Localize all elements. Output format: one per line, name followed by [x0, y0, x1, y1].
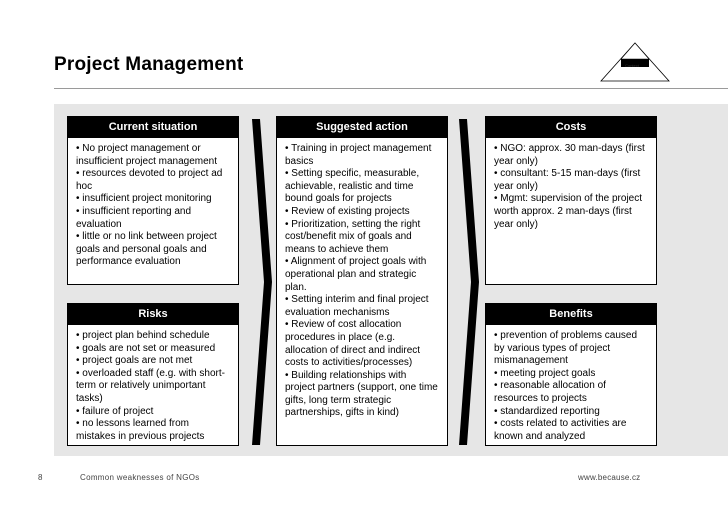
logo-label: Context: [625, 63, 639, 68]
current-situation-heading: Current situation: [68, 117, 238, 138]
page-number: 8: [38, 473, 43, 482]
benefits-box: [485, 303, 657, 446]
list-item: • Training in project management basics: [285, 143, 432, 167]
list-item: • costs related to activities are known and analyzed: [494, 418, 627, 442]
list-item: • goals are not set or measured: [76, 342, 216, 354]
costs-heading: Costs: [486, 117, 656, 138]
list-item: • Building relationships with project partners (support, one time gifts, long term strategic partnerships, gifts in kind): [285, 369, 438, 419]
footer-url: www.because.cz: [578, 473, 641, 482]
list-item: • standardized reporting: [494, 405, 600, 417]
list-item: • NGO: approx. 30 man-days (first year only): [494, 143, 645, 167]
list-item: • insufficient project monitoring: [76, 193, 212, 205]
pyramid-logo-icon: [600, 42, 670, 82]
arrow-right-icon: [252, 119, 272, 445]
list-item: • Prioritization, setting the right cost/benefit mix of goals and means to achieve them: [285, 218, 421, 255]
list-item: • Alignment of project goals with operational plan and strategic plan.: [285, 256, 427, 293]
suggested-action-heading: Suggested action: [277, 117, 447, 138]
costs-list: [486, 138, 656, 231]
title-divider: [54, 88, 728, 89]
list-item: • project goals are not met: [76, 355, 193, 367]
list-item: • failure of project: [76, 405, 154, 417]
benefits-heading: Benefits: [486, 304, 656, 325]
list-item: • No project management or insufficient project management: [76, 143, 218, 167]
risks-heading: Risks: [68, 304, 238, 325]
footer-section-title: Common weaknesses of NGOs: [80, 473, 200, 482]
risks-list: [68, 325, 238, 443]
list-item: • Mgmt: supervision of the project worth approx. 2 man-days (first year only): [494, 193, 643, 230]
arrow-right-icon: [459, 119, 479, 445]
list-item: • overloaded staff (e.g. with short-term or relatively unimportant tasks): [76, 367, 225, 404]
benefits-list: [486, 325, 656, 443]
list-item: • insufficient reporting and evaluation: [76, 205, 192, 230]
current-situation-list: [68, 138, 238, 269]
list-item: • resources devoted to project ad hoc: [76, 168, 223, 192]
list-item: • Review of existing projects: [285, 205, 410, 217]
list-item: • meeting project goals: [494, 367, 596, 379]
list-item: • little or no link between project goals and personal goals and performance evaluation: [76, 231, 217, 268]
list-item: • consultant: 5-15 man-days (first year only): [494, 168, 641, 192]
suggested-action-list: [277, 138, 447, 420]
list-item: • Setting interim and final project evaluation mechanisms: [285, 294, 429, 318]
list-item: • no lessons learned from mistakes in previous projects: [76, 418, 205, 442]
list-item: • prevention of problems caused by various types of project mismanagement: [494, 330, 638, 367]
suggested-action-box: [276, 116, 448, 446]
current-situation-box: [67, 116, 239, 285]
list-item: • Setting specific, measurable, achievable, realistic and time bound goals for projects: [285, 168, 420, 205]
list-item: • reasonable allocation of resources to projects: [494, 380, 606, 404]
costs-box: [485, 116, 657, 285]
page-title: Project Management: [54, 54, 244, 75]
list-item: • project plan behind schedule: [76, 330, 210, 341]
list-item: • Review of cost allocation procedures in place (e.g. allocation of direct and indirect costs to activities/processes): [285, 319, 421, 369]
risks-box: [67, 303, 239, 446]
